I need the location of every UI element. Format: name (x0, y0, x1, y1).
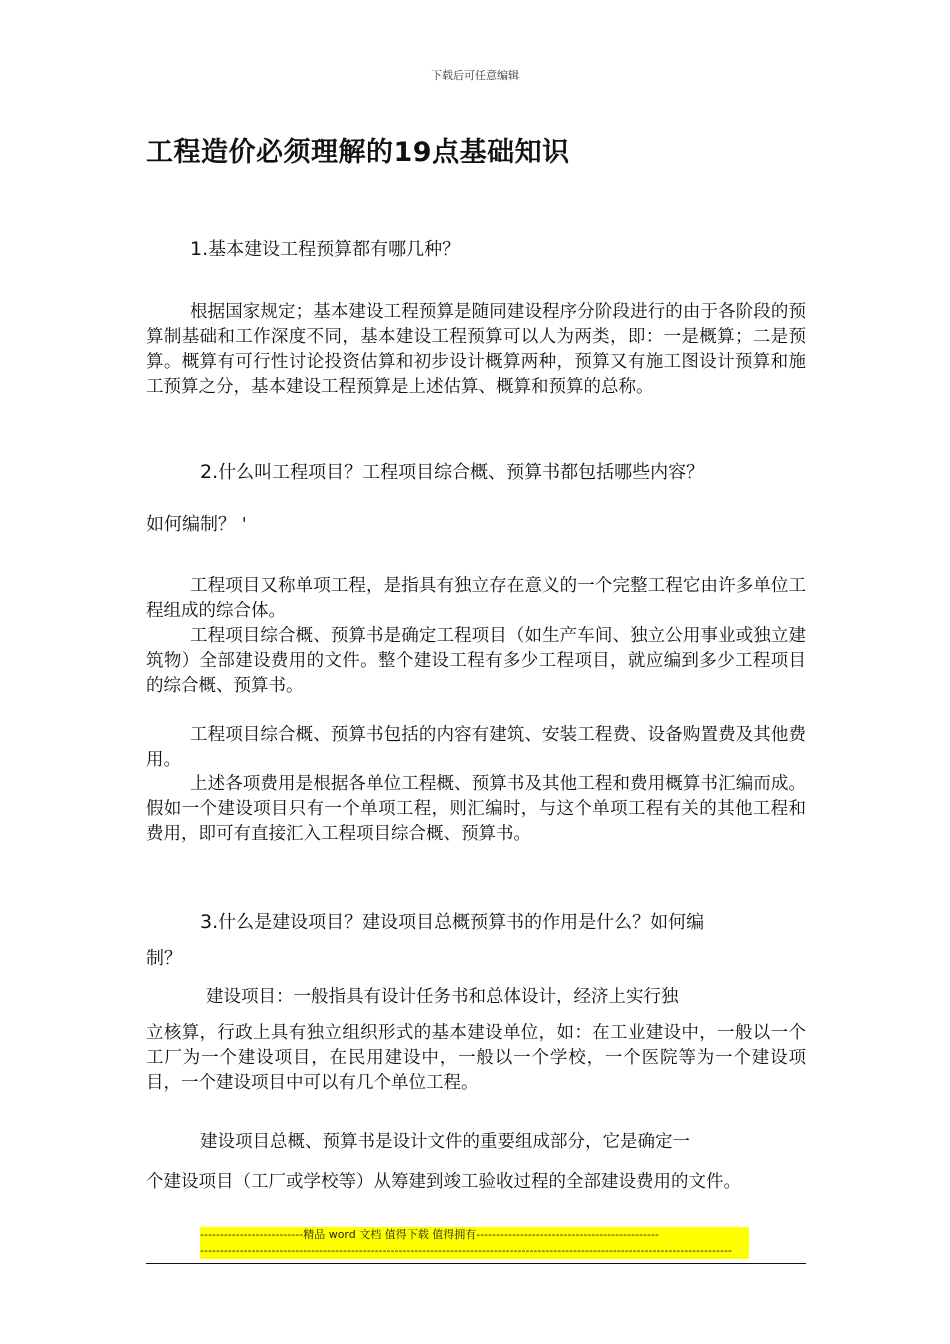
question-2-number: 2. (200, 461, 219, 483)
paragraph-2-4: 上述各项费用是根据各单位工程概、预算书及其他工程和费用概算书汇编而成。假如一个建设项目只有一个单项工程，则汇编时，与这个单项工程有关的其他工程和费用，即可有直接汇入工程项目综合概、预算书。 (146, 774, 806, 844)
document-title: 工程造价必须理解的19点基础知识 (146, 137, 570, 168)
question-3-continued: 制？ (146, 948, 182, 969)
paragraph-2-3: 工程项目综合概、预算书包括的内容有建筑、安装工程费、设备购置费及其他费用。 (146, 725, 806, 770)
question-2-continued: 如何编制？ ' (146, 514, 247, 535)
question-1 (190, 236, 460, 263)
question-2-text: 什么叫工程项目？工程项目综合概、预算书都包括哪些内容？ (218, 462, 705, 483)
paragraph-3-4: 个建设项目（工厂或学校等）从筹建到竣工验收过程的全部建设费用的文件。 (146, 1172, 741, 1192)
paragraph-2-2: 工程项目综合概、预算书是确定工程项目（如生产车间、独立公用事业或独立建筑物）全部建设费用的文件。整个建设工程有多少工程项目，就应编到多少工程项目的综合概、预算书。 (146, 626, 806, 696)
question-2 (200, 459, 704, 486)
question-1-number: 1. (190, 238, 209, 260)
question-1-text: 基本建设工程预算都有哪几种？ (208, 239, 461, 260)
paragraph-1-1: 根据国家规定；基本建设工程预算是随同建设程序分阶段进行的由于各阶段的预算制基础和工作深度不同，基本建设工程预算可以人为两类，即：一是概算；二是预算。概算有可行性讨论投资估算和初步设计概算两种，预算又有施工图设计预算和施工预算之分，基本建设工程预算是上述估算、概算和预算的总称。 (146, 302, 806, 397)
paragraph-3-3: 建设项目总概、预算书是设计文件的重要组成部分，它是确定一 (200, 1132, 690, 1152)
paragraph-3-1: 建设项目：一般指具有设计任务书和总体设计，经济上实行独 (206, 987, 679, 1007)
paragraph-2-1: 工程项目又称单项工程，是指具有独立存在意义的一个完整工程它由许多单位工程组成的综合体。 (146, 576, 806, 621)
question-3 (200, 909, 704, 936)
header-note: 下载后可任意编辑 (431, 69, 519, 82)
footer-banner-line-2: -------------------------------------------------------------------------------------------------------------------------------------- (200, 1243, 749, 1259)
question-3-number: 3. (200, 911, 219, 933)
question-3-text: 什么是建设项目？建设项目总概预算书的作用是什么？如何编 (218, 912, 705, 933)
footer-banner-line-1: --------------------------精品 word 文档 值得下载 值得拥有---------------------------------------------- (200, 1227, 749, 1243)
paragraph-3-2: 立核算，行政上具有独立组织形式的基本建设单位，如：在工业建设中，一般以一个工厂为一个建设项目，在民用建设中，一般以一个学校，一个医院等为一个建设项目，一个建设项目中可以有几个单位工程。 (146, 1023, 806, 1093)
footer-rule (146, 1263, 806, 1264)
